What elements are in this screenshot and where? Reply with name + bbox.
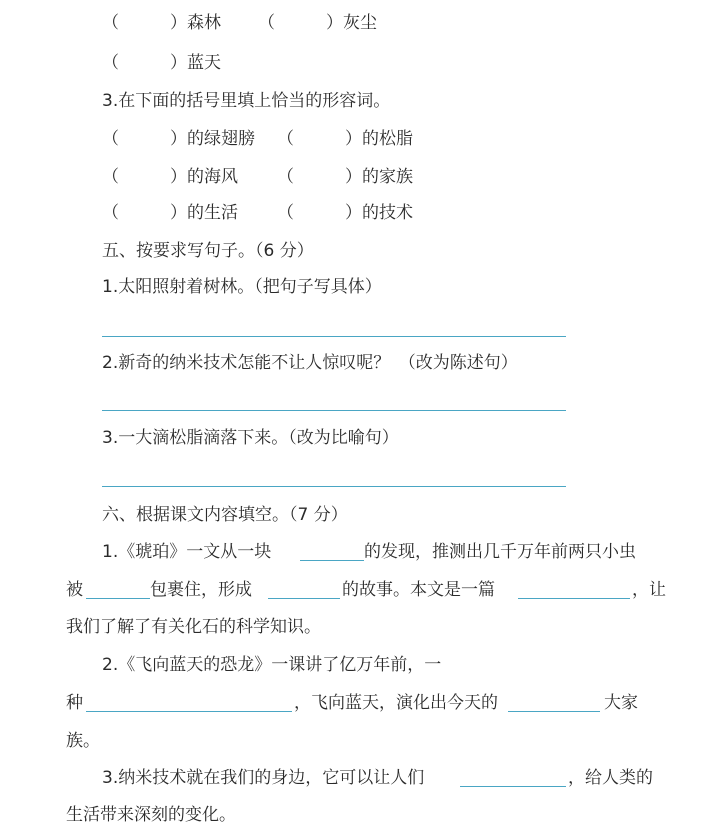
blank-dinosaur-kind[interactable]: [86, 691, 292, 712]
blank-story-formed[interactable]: [268, 578, 340, 599]
s6-q2-line-2: 种 ，飞向蓝天，演化出今天的 大家: [66, 693, 638, 713]
blank-amber-object[interactable]: [300, 540, 364, 561]
adj-item-technology: （ ）的技术: [277, 203, 413, 223]
adj-row-1: [0, 124, 720, 154]
fill-item-forest: （ ）森林: [102, 13, 221, 33]
s6-q2-line-3: 族。: [66, 731, 100, 751]
answer-line-1[interactable]: [102, 336, 566, 337]
section5-item-2: 2.新奇的纳米技术怎能不让人惊叹呢？ （改为陈述句）: [102, 353, 518, 373]
adj-item-life: （ ）的生活: [102, 203, 238, 223]
adj-item-green-wings: （ ）的绿翅膀: [102, 129, 255, 149]
adj-item-family: （ ）的家族: [277, 167, 413, 187]
q3-prompt: 3.在下面的括号里填上恰当的形容词。: [102, 91, 391, 111]
s6-q1-line-3: 我们了解了有关化石的科学知识。: [66, 617, 321, 637]
answer-line-2[interactable]: [102, 410, 566, 411]
adj-item-sea-wind: （ ）的海风: [102, 167, 238, 187]
blank-nano-benefit[interactable]: [460, 766, 566, 787]
s6-q1-line-1: 1.《琥珀》一文从一块 的发现，推测出几千万年前两只小虫: [102, 542, 636, 562]
blank-wrapped-by[interactable]: [86, 578, 150, 599]
section6-title: 六、根据课文内容填空。（7 分）: [102, 505, 348, 525]
s6-q2-line-1: 2.《飞向蓝天的恐龙》一课讲了亿万年前，一: [102, 655, 442, 675]
s6-q1-line-2: 被 包裹住，形成 的故事。本文是一篇 ，让: [66, 580, 666, 600]
blank-evolved-into[interactable]: [508, 691, 600, 712]
s6-q3-line-1: 3.纳米技术就在我们的身边，它可以让人们 ，给人类的: [102, 768, 653, 788]
adj-row-2: [0, 162, 720, 192]
s6-q3-line-2: 生活带来深刻的变化。: [66, 805, 236, 825]
blank-text-genre[interactable]: [518, 578, 630, 599]
fill-row-1: [0, 8, 720, 38]
adj-row-3: [0, 198, 720, 228]
section5-item-3: 3.一大滴松脂滴落下来。（改为比喻句）: [102, 428, 399, 448]
adj-item-resin: （ ）的松脂: [277, 129, 413, 149]
section5-item-1: 1.太阳照射着树林。（把句子写具体）: [102, 277, 382, 297]
section5-title: 五、按要求写句子。（6 分）: [102, 241, 314, 261]
fill-row-2: [0, 48, 720, 78]
fill-item-sky: （ ）蓝天: [102, 53, 221, 73]
fill-item-dust: （ ）灰尘: [258, 13, 377, 33]
answer-line-3[interactable]: [102, 486, 566, 487]
